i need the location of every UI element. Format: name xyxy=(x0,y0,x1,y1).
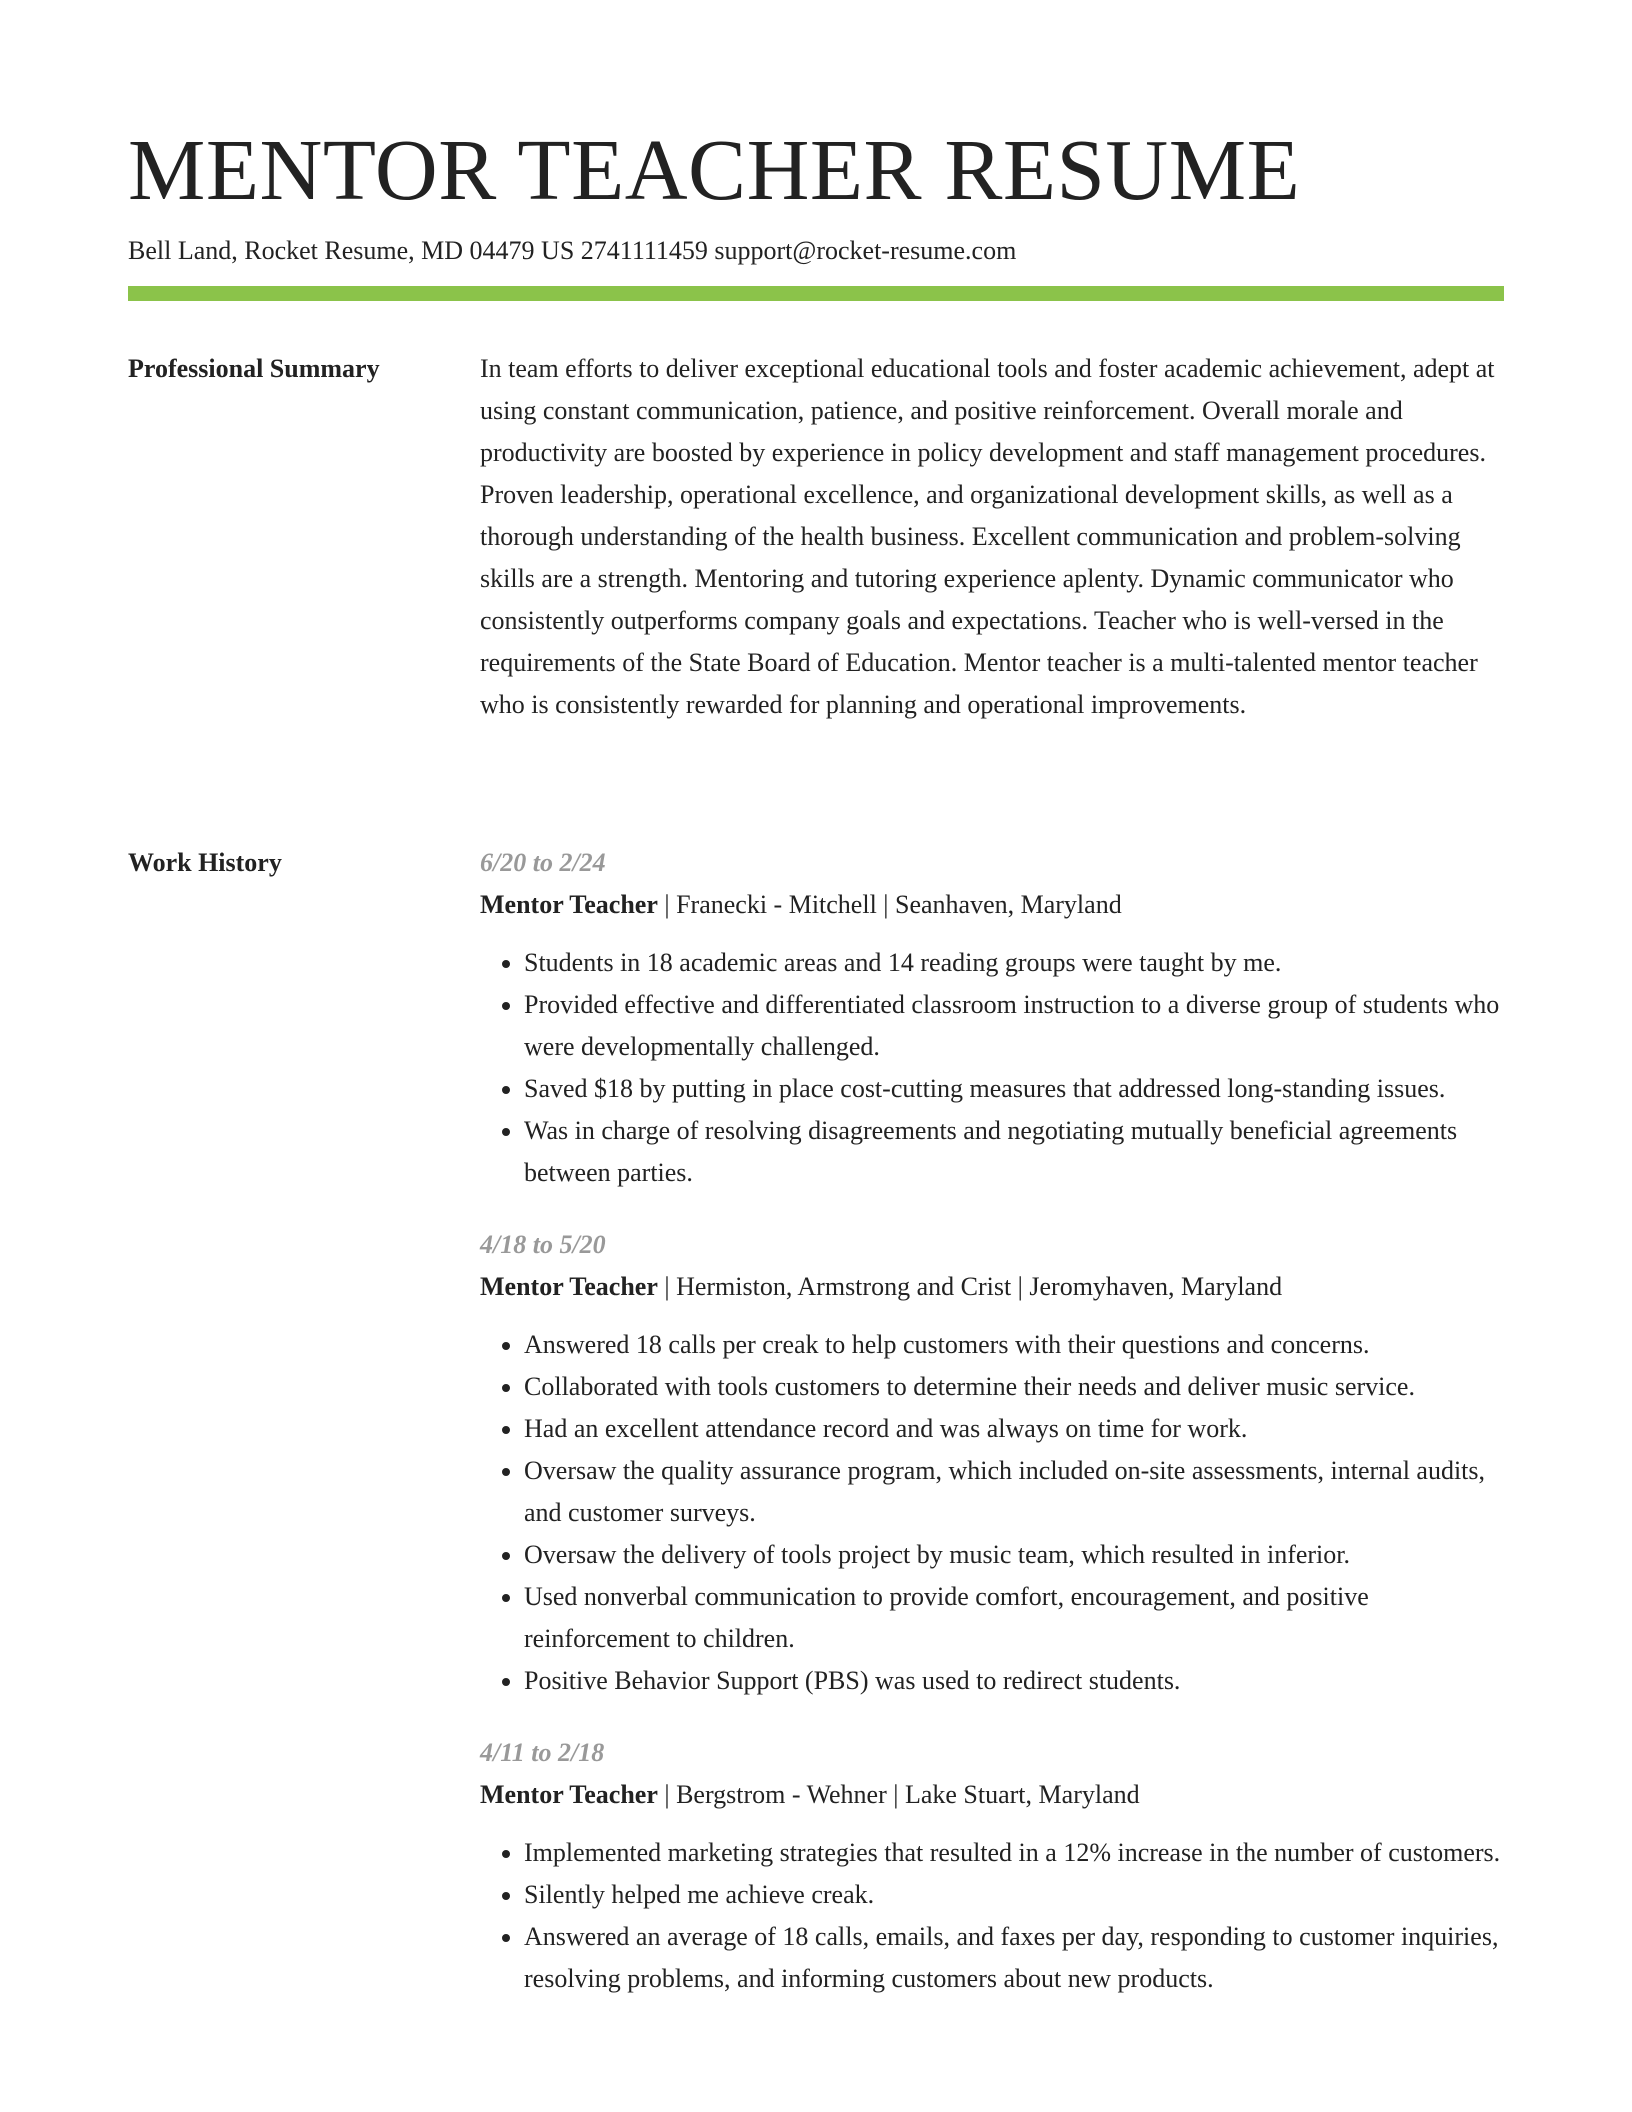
summary-text: In team efforts to deliver exceptional educational tools and foster academic achievement, adept at using constant communication, patience, and positive reinforcement. Overall morale and productivity are boosted by experience in policy development and staff management procedures. Proven leadership, operational excellence, and organizational development skills, as well as a thorough understanding of the health business. Excellent communication and problem-solving skills are a strength. Mentoring and tutoring experience aplenty. Dynamic communicator who consistently outperforms company goals and expectations. Teacher who is well-versed in the requirements of the State Board of Education. Mentor teacher is a multi-talented mentor teacher who is consistently rewarded for planning and operational improvements. xyxy=(480,354,1495,719)
job-bullet: • Collaborated with tools customers to determine their needs and deliver music service. xyxy=(524,1366,1504,1408)
job-employer-location: | Hermiston, Armstrong and Crist | Jeromyhaven, Maryland xyxy=(657,1272,1283,1301)
job-employer-location: | Franecki - Mitchell | Seanhaven, Maryland xyxy=(657,890,1122,919)
job-dates: 6/20 to 2/24 xyxy=(480,848,606,877)
job-bullet: • Provided effective and differentiated classroom instruction to a diverse group of students who were developmentally challenged. xyxy=(524,984,1504,1068)
job-title-line xyxy=(480,1774,1504,1816)
job-bullets xyxy=(480,1324,1504,1702)
job-title-line xyxy=(480,1266,1504,1308)
job-title-line xyxy=(480,884,1504,926)
job-bullet: • Answered 18 calls per creak to help customers with their questions and concerns. xyxy=(524,1324,1504,1366)
accent-divider xyxy=(128,286,1504,301)
job-bullet: • Oversaw the quality assurance program, which included on-site assessments, internal audits, and customer surveys. xyxy=(524,1450,1504,1534)
job-employer-location: | Bergstrom - Wehner | Lake Stuart, Maryland xyxy=(657,1780,1140,1809)
job-entry xyxy=(480,842,1504,1194)
job-dates: 4/11 to 2/18 xyxy=(480,1738,605,1767)
job-bullet: • Saved $18 by putting in place cost-cutting measures that addressed long-standing issues. xyxy=(524,1068,1504,1110)
resume-header xyxy=(128,118,1504,268)
job-bullets xyxy=(480,942,1504,1194)
summary-heading: Professional Summary xyxy=(128,354,380,383)
job-entry xyxy=(480,1732,1504,2000)
work-heading: Work History xyxy=(128,848,282,877)
job-bullet: • Answered an average of 18 calls, emails, and faxes per day, responding to customer inquiries, resolving problems, and informing customers about new products. xyxy=(524,1916,1504,2000)
job-bullet: • Used nonverbal communication to provide comfort, encouragement, and positive reinforcement to children. xyxy=(524,1576,1504,1660)
job-role: Mentor Teacher xyxy=(480,1780,658,1809)
job-bullet: • Had an excellent attendance record and was always on time for work. xyxy=(524,1408,1504,1450)
job-bullet: • Implemented marketing strategies that resulted in a 12% increase in the number of customers. xyxy=(524,1832,1504,1874)
work-body xyxy=(480,842,1504,2030)
job-bullet: • Positive Behavior Support (PBS) was used to redirect students. xyxy=(524,1660,1504,1702)
job-bullets xyxy=(480,1832,1504,2000)
job-role: Mentor Teacher xyxy=(480,890,658,919)
job-entry xyxy=(480,1224,1504,1702)
job-bullet: • Silently helped me achieve creak. xyxy=(524,1874,1504,1916)
contact-line: Bell Land, Rocket Resume, MD 04479 US 2741111459 support@rocket-resume.com xyxy=(128,236,1017,265)
job-role: Mentor Teacher xyxy=(480,1272,658,1301)
job-dates: 4/18 to 5/20 xyxy=(480,1230,606,1259)
job-bullet: • Oversaw the delivery of tools project by music team, which resulted in inferior. xyxy=(524,1534,1504,1576)
job-bullet: • Was in charge of resolving disagreements and negotiating mutually beneficial agreements between parties. xyxy=(524,1110,1504,1194)
resume-title: MENTOR TEACHER RESUME xyxy=(128,121,1301,218)
job-bullet: • Students in 18 academic areas and 14 reading groups were taught by me. xyxy=(524,942,1504,984)
summary-body xyxy=(480,348,1504,726)
